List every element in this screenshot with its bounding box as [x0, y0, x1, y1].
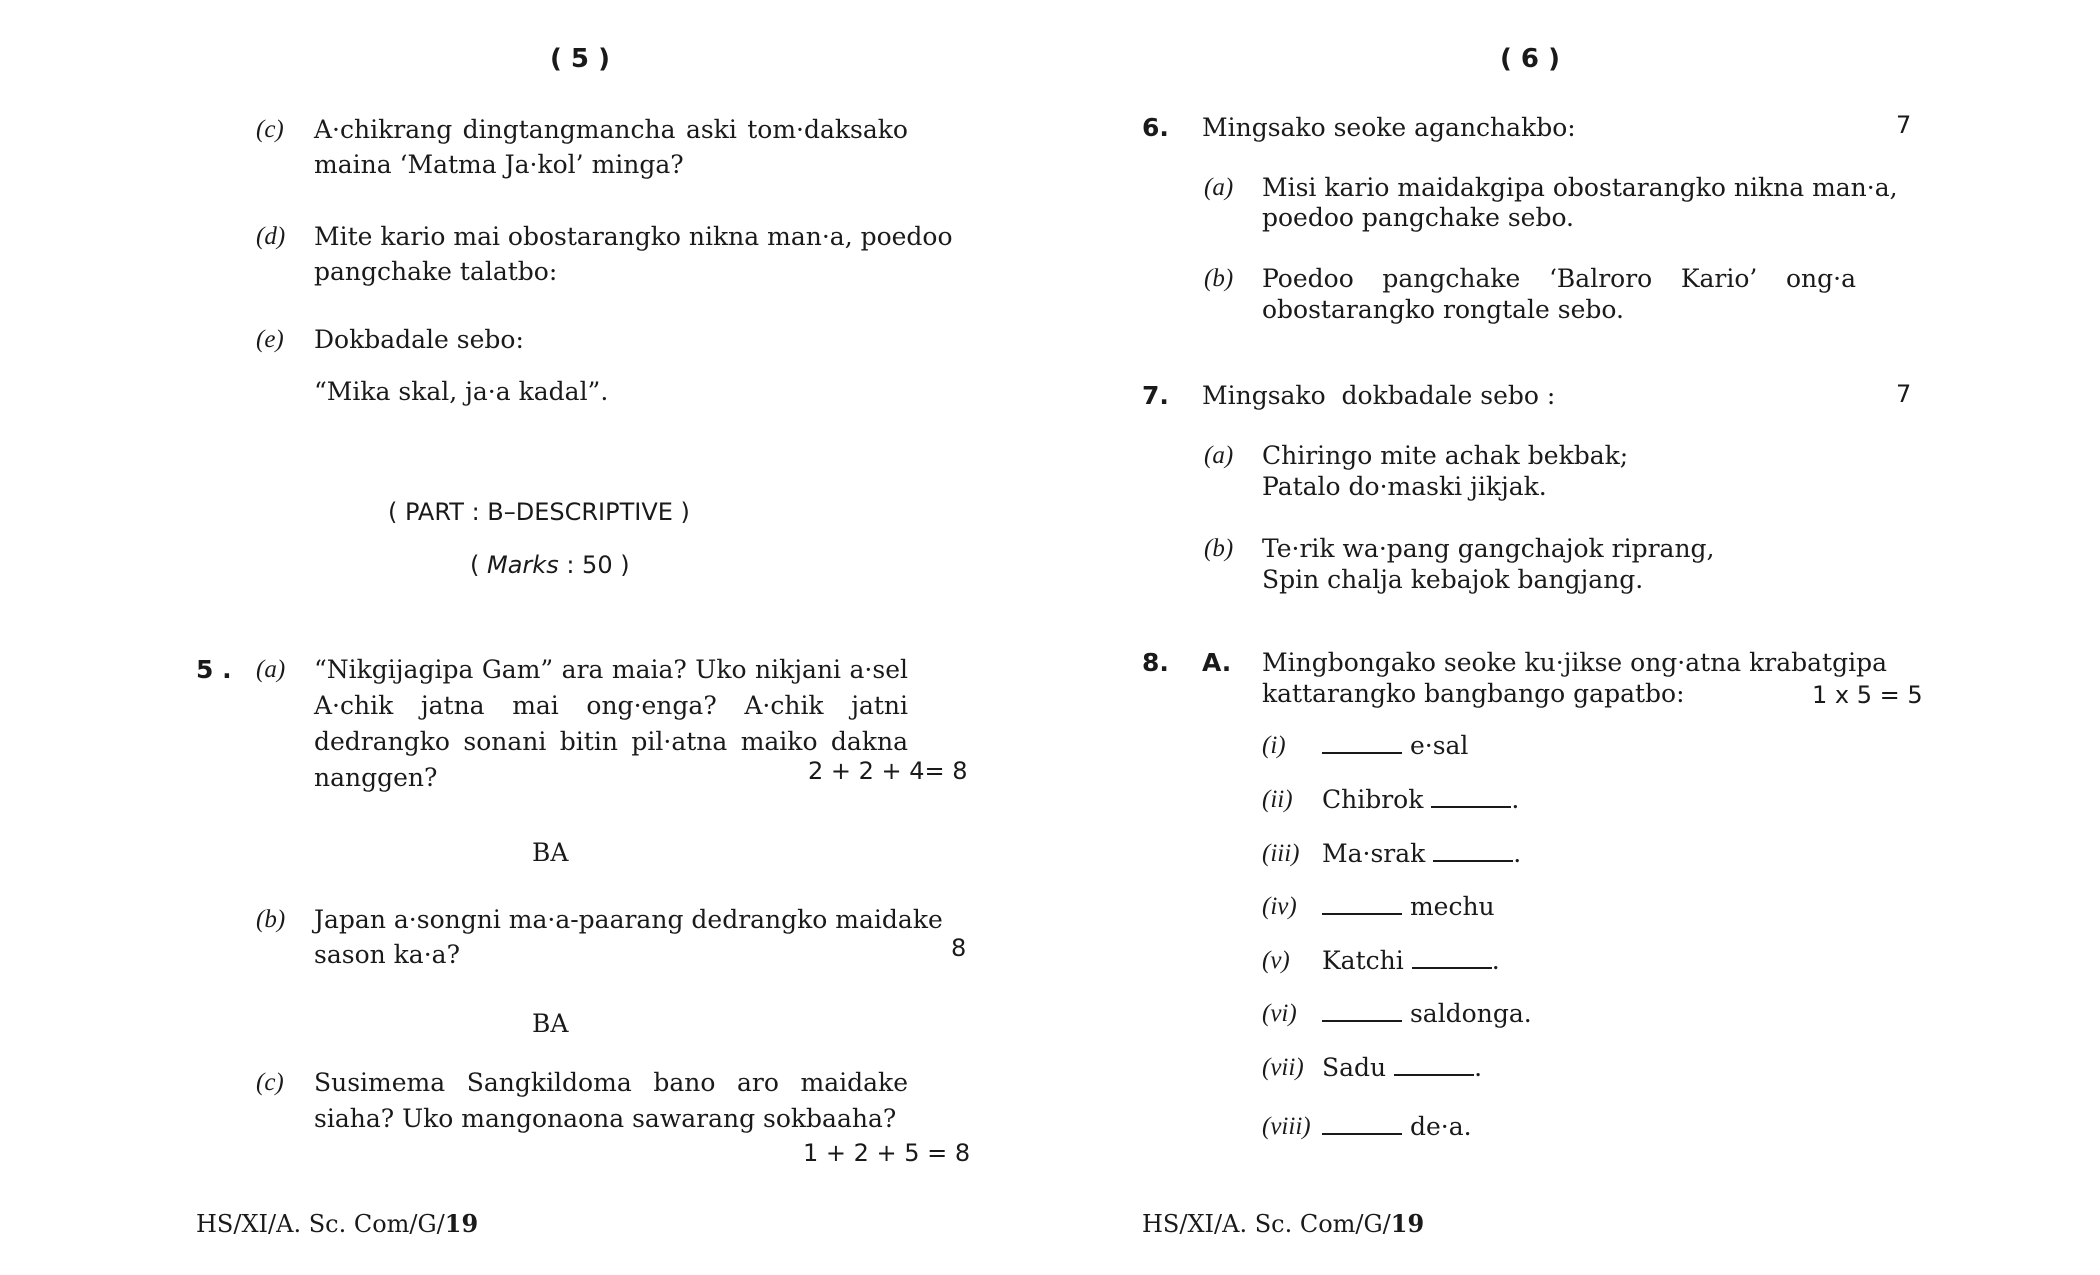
fill-blank — [1322, 891, 1402, 915]
footer-code-right — [1142, 1206, 1424, 1242]
fill-item-label: (v) — [1262, 947, 1290, 974]
page-number-right: ( 6 ) — [1500, 44, 1560, 74]
question-5c-label: (c) — [256, 1069, 284, 1096]
question-e-quote: “Mika skal, ja·a kadal”. — [314, 377, 609, 406]
question-6b-text — [1262, 261, 1856, 327]
question-c-line2: maina ‘Matma Ja·kol’ minga? — [314, 150, 684, 179]
question-e-label: (e) — [256, 326, 284, 353]
fill-item-before: Sadu — [1322, 1053, 1387, 1082]
question-7a-line1: Chiringo mite achak bekbak; — [1262, 441, 1629, 470]
fill-item-text — [1322, 782, 1519, 817]
question-7b-label: (b) — [1204, 535, 1234, 562]
question-6a-label: (a) — [1204, 174, 1234, 201]
page-number-left: ( 5 ) — [550, 44, 610, 74]
question-5-number: 5 . — [196, 655, 232, 684]
fill-item-label: (iii) — [1262, 840, 1300, 867]
question-8-line1: Mingbongako seoke ku·jikse ong·atna krabatgipa — [1262, 648, 1888, 677]
marks-rest: : 50 ) — [566, 551, 630, 579]
question-6-marks: 7 — [1896, 111, 1912, 139]
question-6a-line2: poedoo pangchake sebo. — [1262, 203, 1574, 232]
question-8-sub: A. — [1202, 648, 1232, 677]
or-divider-2: BA — [532, 1009, 569, 1038]
question-5b-label: (b) — [256, 906, 286, 933]
fill-item-text — [1322, 996, 1532, 1031]
part-heading: ( PART : B–DESCRIPTIVE ) — [388, 498, 690, 526]
fill-item-label: (iv) — [1262, 893, 1297, 920]
fill-item-text — [1322, 1109, 1472, 1144]
fill-item-label: (vi) — [1262, 1000, 1297, 1027]
question-5c-marks: 1 + 2 + 5 = 8 — [803, 1139, 971, 1167]
fill-blank — [1433, 838, 1513, 862]
footer-code-left-num: 19 — [444, 1209, 479, 1238]
fill-item-after: . — [1513, 839, 1522, 868]
question-5a-label: (a) — [256, 656, 286, 683]
fill-item-text — [1322, 943, 1500, 978]
question-d-line2: pangchake talatbo: — [314, 257, 558, 286]
question-5a-marks: 2 + 2 + 4= 8 — [808, 757, 968, 785]
question-5c-text — [314, 1065, 908, 1136]
fill-item-before: Katchi — [1322, 946, 1404, 975]
question-7-text: Mingsako dokbadale sebo : — [1202, 381, 1556, 410]
question-5a-line3: dedrangko sonani bitin pil·atna maiko dakna — [314, 727, 908, 756]
question-c-line1: A·chikrang dingtangmancha aski tom·daksako — [314, 115, 908, 144]
question-7b-line2: Spin chalja kebajok bangjang. — [1262, 565, 1644, 594]
or-divider-1: BA — [532, 838, 569, 867]
question-d-line1: Mite kario mai obostarangko nikna man·a, poedoo — [314, 222, 953, 251]
fill-item-after: . — [1491, 946, 1500, 975]
question-c-text — [314, 112, 908, 182]
fill-item-text — [1322, 1050, 1482, 1085]
question-6b-line1: Poedoo pangchake ‘Balroro Kario’ ong·a — [1262, 264, 1856, 293]
question-d-label: (d) — [256, 223, 286, 250]
fill-item-text — [1322, 728, 1468, 763]
question-8-number: 8. — [1142, 648, 1169, 677]
fill-item-label: (vii) — [1262, 1054, 1304, 1081]
footer-code-left-text: HS/XI/A. Sc. Com/G/ — [196, 1210, 445, 1238]
fill-blank — [1431, 784, 1511, 808]
fill-item-text — [1322, 889, 1495, 924]
question-5c-line1: Susimema Sangkildoma bano aro maidake — [314, 1068, 908, 1097]
question-6b-label: (b) — [1204, 265, 1234, 292]
fill-blank — [1322, 998, 1402, 1022]
question-7-marks: 7 — [1896, 380, 1912, 408]
fill-item-after: e·sal — [1409, 731, 1469, 760]
question-5a-line4: nanggen? — [314, 763, 438, 792]
fill-item-label: (viii) — [1262, 1113, 1311, 1140]
question-7b-line1: Te·rik wa·pang gangchajok riprang, — [1262, 534, 1715, 563]
question-5a-line2: A·chik jatna mai ong·enga? A·chik jatni — [314, 691, 908, 720]
question-6-text: Mingsako seoke aganchakbo: — [1202, 113, 1576, 142]
fill-item-after: saldonga. — [1409, 999, 1532, 1028]
question-7a-label: (a) — [1204, 442, 1234, 469]
fill-blank — [1412, 945, 1492, 969]
footer-code-left — [196, 1206, 478, 1242]
fill-item-label: (i) — [1262, 732, 1286, 759]
question-5b-marks: 8 — [951, 934, 967, 962]
fill-item-after: . — [1474, 1053, 1483, 1082]
fill-item-before: Chibrok — [1322, 785, 1424, 814]
fill-blank — [1322, 730, 1402, 754]
fill-item-text — [1322, 836, 1521, 871]
fill-item-after: de·a. — [1409, 1112, 1472, 1141]
question-7-number: 7. — [1142, 381, 1169, 410]
fill-item-before: Ma·srak — [1322, 839, 1426, 868]
question-7a-line2: Patalo do·maski jikjak. — [1262, 472, 1547, 501]
footer-code-right-num: 19 — [1390, 1209, 1425, 1238]
fill-item-after: . — [1511, 785, 1520, 814]
question-e-line1: Dokbadale sebo: — [314, 325, 524, 354]
question-5c-line2: siaha? Uko mangonaona sawarang sokbaaha? — [314, 1104, 897, 1133]
question-5b-line1: Japan a·songni ma·a-paarang dedrangko maidake — [314, 905, 943, 934]
fill-blank — [1322, 1111, 1402, 1135]
fill-blank — [1394, 1052, 1474, 1076]
question-8-marks: 1 x 5 = 5 — [1812, 681, 1923, 709]
question-6b-line2: obostarangko rongtale sebo. — [1262, 295, 1624, 324]
fill-item-label: (ii) — [1262, 786, 1293, 813]
marks-heading — [470, 548, 630, 583]
question-6a-line1: Misi kario maidakgipa obostarangko nikna man·a, — [1262, 173, 1898, 202]
question-8-line2: kattarangko bangbango gapatbo: — [1262, 679, 1685, 708]
question-5a-line1: “Nikgijagipa Gam” ara maia? Uko nikjani a·sel — [314, 655, 908, 684]
fill-item-after: mechu — [1409, 892, 1495, 921]
question-c-label: (c) — [256, 116, 284, 143]
question-5b-line2: sason ka·a? — [314, 940, 460, 969]
marks-word: Marks — [487, 551, 559, 579]
marks-open: ( — [470, 551, 480, 579]
footer-code-right-text: HS/XI/A. Sc. Com/G/ — [1142, 1210, 1391, 1238]
question-6-number: 6. — [1142, 113, 1169, 142]
